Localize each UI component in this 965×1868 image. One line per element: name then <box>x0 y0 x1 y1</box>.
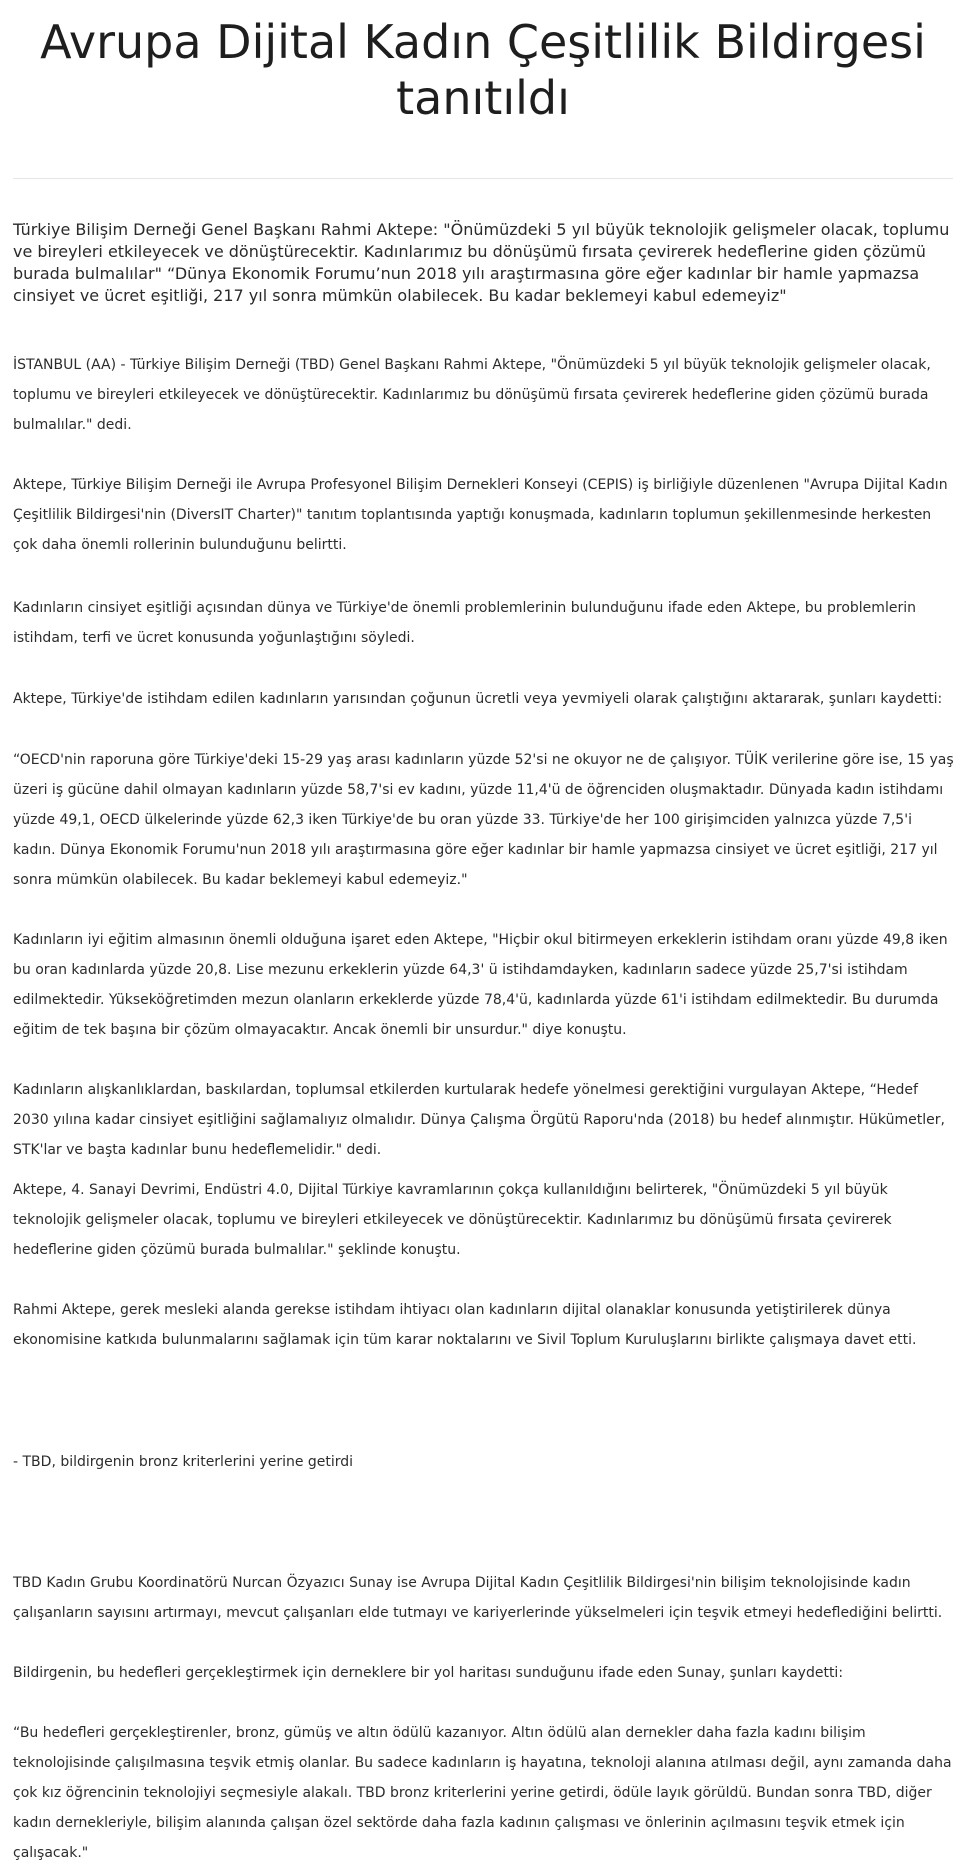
article-paragraph: TBD Kadın Grubu Koordinatörü Nurcan Özyazıcı Sunay ise Avrupa Dijital Kadın Çeşitlilik Bildirgesi'nin bilişim teknolojisinde kadın çalışanların sayısını artırmayı, mevcut çalışanları elde tutmayı ve kariyerlerinde yükselmeleri için teşvik etmeyi hedeflediğini belirtti. <box>13 1575 943 1621</box>
article-title: Avrupa Dijital Kadın Çeşitlilik Bildirgesi tanıtıldı <box>40 15 926 125</box>
article-paragraph: Aktepe, Türkiye'de istihdam edilen kadınların yarısından çoğunun ücretli veya yevmiyeli olarak çalıştığını aktararak, şunları kaydetti: <box>13 691 943 707</box>
article-lead: Türkiye Bilişim Derneği Genel Başkanı Rahmi Aktepe: "Önümüzdeki 5 yıl büyük teknolojik gelişmeler olacak, toplumu ve bireyleri etkileyecek ve dönüştürecektir. Kadınlarımız bu dönüşümü fırsata çevirerek hedeflerine giden çözümü burada bulmalılar" “Dünya Ekonomik Forumu’nun 2018 yılı araştırmasına göre eğer kadınlar bir hamle yapmazsa cinsiyet ve ücret eşitliği, 217 yıl sonra mümkün olabilecek. Bu kadar beklemeyi kabul edemeyiz" <box>13 220 950 305</box>
article-paragraph: Rahmi Aktepe, gerek mesleki alanda gerekse istihdam ihtiyacı olan kadınların dijital olanaklar konusunda yetiştirilerek dünya ekonomisine katkıda bulunmalarını sağlamak için tüm karar noktalarını ve Sivil Toplum Kuruluşlarını birlikte çalışmaya davet etti. <box>13 1302 917 1348</box>
article-paragraph: “OECD'nin raporuna göre Türkiye'deki 15-29 yaş arası kadınların yüzde 52'si ne okuyor ne de çalışıyor. TÜİK verilerine göre ise, 15 yaş üzeri iş gücüne dahil olmayan kadınların yüzde 58,7'si ev kadını, yüzde 11,4'ü de öğrenciden oluşmaktadır. Dünyada kadın istihdamı yüzde 49,1, OECD ülkelerinde yüzde 62,3 iken Türkiye'de bu oran yüzde 33. Türkiye'de her 100 girişimciden yalnızca yüzde 7,5'i kadın. Dünya Ekonomik Forumu'nun 2018 yılı araştırmasına göre eğer kadınlar bir hamle yapmazsa cinsiyet ve ücret eşitliği, 217 yıl sonra mümkün olabilecek. Bu kadar beklemeyi kabul edemeyiz." <box>13 752 954 888</box>
article-paragraph: Aktepe, Türkiye Bilişim Derneği ile Avrupa Profesyonel Bilişim Dernekleri Konseyi (CEPIS) iş birliğiyle düzenlenen "Avrupa Dijital Kadın Çeşitlilik Bildirgesi'nin (DiversIT Charter)" tanıtım toplantısında yaptığı konuşmada, kadınların toplumun şekillenmesinde herkesten çok daha önemli rollerinin bulunduğunu belirtti. <box>13 477 948 553</box>
article-paragraph: Aktepe, 4. Sanayi Devrimi, Endüstri 4.0, Dijital Türkiye kavramlarının çokça kullanıldığını belirterek, "Önümüzdeki 5 yıl büyük teknolojik gelişmeler olacak, toplumu ve bireyleri etkileyecek ve dönüştürecektir. Kadınlarımız bu dönüşümü fırsata çevirerek hedeflerine giden çözümü burada bulmalılar." şeklinde konuştu. <box>13 1182 892 1258</box>
article-subheading: - TBD, bildirgenin bronz kriterlerini yerine getirdi <box>13 1454 354 1470</box>
article-paragraph: Kadınların alışkanlıklardan, baskılardan, toplumsal etkilerden kurtularak hedefe yönelmesi gerektiğini vurgulayan Aktepe, “Hedef 2030 yılına kadar cinsiyet eşitliğini sağlamalıyız olmalıdır. Dünya Çalışma Örgütü Raporu'nda (2018) bu hedef alınmıştır. Hükümetler, STK'lar ve başta kadınlar bunu hedeflemelidir." dedi. <box>13 1082 945 1158</box>
article-paragraph: Kadınların iyi eğitim almasının önemli olduğuna işaret eden Aktepe, "Hiçbir okul bitirmeyen erkeklerin istihdam oranı yüzde 49,8 iken bu oran kadınlarda yüzde 20,8. Lise mezunu erkeklerin yüzde 64,3' ü istihdamdayken, kadınların sadece yüzde 25,7'si istihdam edilmektedir. Yükseköğretimden mezun olanların erkeklerde yüzde 78,4'ü, kadınlarda yüzde 61'i istihdam edilmektedir. Bu durumda eğitim de tek başına bir çözüm olmayacaktır. Ancak önemli bir unsurdur." diye konuştu. <box>13 932 948 1038</box>
article-paragraph: Kadınların cinsiyet eşitliği açısından dünya ve Türkiye'de önemli problemlerinin bulunduğunu ifade eden Aktepe, bu problemlerin istihdam, terfi ve ücret konusunda yoğunlaştığını söyledi. <box>13 600 916 646</box>
article-paragraph: İSTANBUL (AA) - Türkiye Bilişim Derneği (TBD) Genel Başkanı Rahmi Aktepe, "Önümüzdeki 5 yıl büyük teknolojik gelişmeler olacak, toplumu ve bireyleri etkileyecek ve dönüştürecektir. Kadınlarımız bu dönüşümü fırsata çevirerek hedeflerine giden çözümü burada bulmalılar." dedi. <box>13 357 931 433</box>
article-paragraph: Bildirgenin, bu hedefleri gerçekleştirmek için derneklere bir yol haritası sunduğunu ifade eden Sunay, şunları kaydetti: <box>13 1665 844 1681</box>
article-quote: “Bu hedefleri gerçekleştirenler, bronz, gümüş ve altın ödülü kazanıyor. Altın ödülü alan dernekler daha fazla kadını bilişim teknolojisinde çalışılmasına teşvik etmiş olanlar. Bu sadece kadınların iş hayatına, teknoloji alanına atılması değil, aynı zamanda daha çok kız öğrencinin teknolojiyi seçmesiyle alakalı. TBD bronz kriterlerini yerine getirdi, ödüle layık görüldü. Bundan sonra TBD, diğer kadın dernekleriyle, bilişim alanında çalışan özel sektörde daha fazla kadının çalışması ve önlerinin açılmasını teşvik etmek için çalışacak." <box>13 1725 952 1861</box>
title-divider <box>13 178 953 179</box>
